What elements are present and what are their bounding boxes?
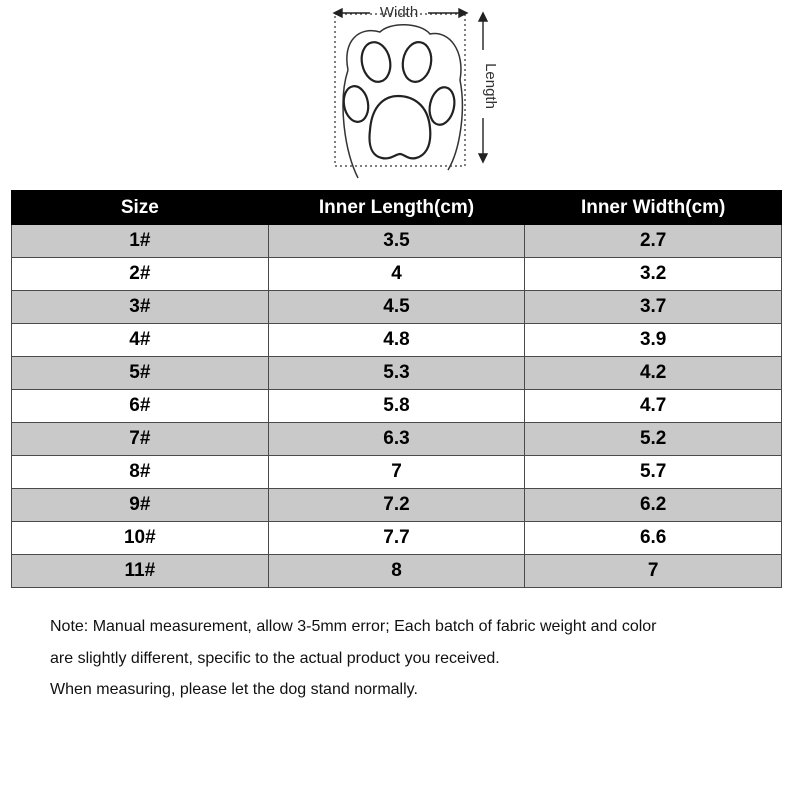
table-row [12,390,782,423]
width-cell: 6.2 [525,489,782,522]
size-chart-table [11,190,782,588]
length-cell: 5.3 [268,357,525,390]
width-cell: 5.2 [525,423,782,456]
size-cell: 3# [12,291,269,324]
header-size: Size [12,191,269,225]
note-line: are slightly different, specific to the actual product you received. [50,649,500,667]
length-cell: 4 [268,258,525,291]
table-row [12,258,782,291]
size-cell: 8# [12,456,269,489]
width-label: Width [379,4,419,21]
length-label: Length [482,63,499,109]
size-cell: 9# [12,489,269,522]
measurement-note [50,611,770,706]
table-row [12,522,782,555]
width-cell: 3.9 [525,324,782,357]
length-cell: 7.7 [268,522,525,555]
paw-measurement-diagram [320,0,510,190]
length-cell: 3.5 [268,225,525,258]
size-cell: 2# [12,258,269,291]
table-row [12,489,782,522]
length-cell: 6.3 [268,423,525,456]
size-cell: 5# [12,357,269,390]
size-cell: 6# [12,390,269,423]
size-cell: 4# [12,324,269,357]
length-cell: 7.2 [268,489,525,522]
table-row [12,423,782,456]
width-cell: 4.2 [525,357,782,390]
width-cell: 4.7 [525,390,782,423]
width-cell: 3.2 [525,258,782,291]
table-row [12,357,782,390]
length-cell: 8 [268,555,525,588]
table-row [12,456,782,489]
length-cell: 4.8 [268,324,525,357]
table-row [12,555,782,588]
header-inner-length: Inner Length(cm) [268,191,525,225]
table-row [12,324,782,357]
width-cell: 2.7 [525,225,782,258]
note-line: When measuring, please let the dog stand normally. [50,681,418,698]
main-pad [370,96,431,158]
table-row [12,291,782,324]
header-inner-width: Inner Width(cm) [525,191,782,225]
size-cell: 1# [12,225,269,258]
length-cell: 7 [268,456,525,489]
width-cell: 5.7 [525,456,782,489]
size-cell: 7# [12,423,269,456]
length-cell: 4.5 [268,291,525,324]
length-cell: 5.8 [268,390,525,423]
width-cell: 7 [525,555,782,588]
table-header-row [12,191,782,225]
size-cell: 11# [12,555,269,588]
note-line: Note: Manual measurement, allow 3-5mm error; Each batch of fabric weight and color [50,618,657,635]
size-cell: 10# [12,522,269,555]
width-cell: 3.7 [525,291,782,324]
width-cell: 6.6 [525,522,782,555]
table-row [12,225,782,258]
